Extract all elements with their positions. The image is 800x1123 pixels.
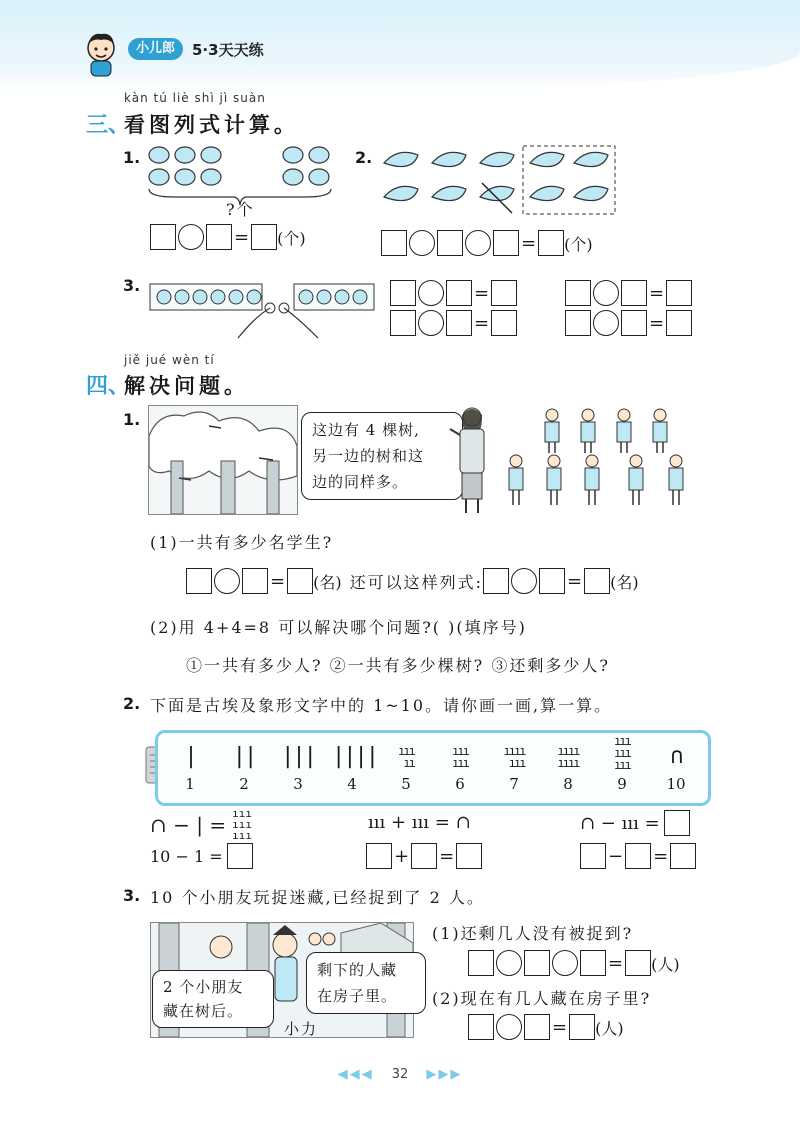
s3-q2-equation: = (个) bbox=[381, 230, 593, 256]
arrows-right-icon: ▶▶▶ bbox=[426, 1067, 463, 1082]
operator-circle[interactable] bbox=[418, 280, 444, 306]
answer-box[interactable] bbox=[524, 950, 550, 976]
strawberry-strip-illustration bbox=[148, 278, 376, 340]
answer-box[interactable] bbox=[390, 310, 416, 336]
section4-title: 解决问题。 bbox=[124, 374, 249, 398]
answer-box[interactable] bbox=[456, 843, 482, 869]
s4-q1-sub2: (2)用 4+4=8 可以解决哪个问题?( )(填序号) bbox=[150, 618, 527, 637]
glyph-3: ||| 3 bbox=[281, 744, 315, 793]
answer-box[interactable] bbox=[625, 843, 651, 869]
operator-circle[interactable] bbox=[409, 230, 435, 256]
s4-q3-sub1: (1)还剩几人没有被捉到? bbox=[432, 924, 634, 943]
glyph-nine-answer: ııı ııı ııı bbox=[232, 807, 252, 842]
answer-box[interactable] bbox=[287, 568, 313, 594]
answer-box[interactable] bbox=[666, 280, 692, 306]
answer-box[interactable] bbox=[366, 843, 392, 869]
character-name: 小力 bbox=[284, 1020, 319, 1038]
glyph-10: ∩ 10 bbox=[666, 744, 686, 793]
answer-box[interactable] bbox=[251, 224, 277, 250]
s3-q3-equations-left: = = bbox=[390, 280, 517, 336]
answer-box[interactable] bbox=[580, 950, 606, 976]
answer-box[interactable] bbox=[446, 280, 472, 306]
unit-label: (个) bbox=[277, 228, 306, 248]
answer-box[interactable] bbox=[584, 568, 610, 594]
peapods-illustration bbox=[378, 143, 618, 218]
s4-q1-sub1: (1)一共有多少名学生? bbox=[150, 533, 334, 552]
s4-q3-sub1-equation: = (人) bbox=[468, 950, 680, 976]
answer-box[interactable] bbox=[411, 843, 437, 869]
glyph-6: ııı ııı 6 bbox=[452, 744, 468, 793]
s4-q1-number: 1. bbox=[123, 410, 141, 429]
answer-box[interactable] bbox=[565, 280, 591, 306]
page-footer bbox=[0, 1067, 800, 1082]
teacher-figure bbox=[448, 403, 494, 515]
answer-box[interactable] bbox=[580, 843, 606, 869]
s4-q3-text: 10 个小朋友玩捉迷藏,已经捉到了 2 人。 bbox=[150, 888, 485, 907]
answer-box[interactable] bbox=[186, 568, 212, 594]
hiero-eq1-top: ∩ − | = ııı ııı ııı bbox=[150, 807, 252, 842]
s4-q3-sub2-equation: = (人) bbox=[468, 1014, 624, 1040]
unit-label: (个) bbox=[564, 234, 593, 254]
s4-q1-options: ①一共有多少人? ②一共有多少棵树? ③还剩多少人? bbox=[186, 656, 610, 675]
s4-q3-sub2: (2)现在有几人藏在房子里? bbox=[432, 989, 652, 1008]
answer-box[interactable] bbox=[483, 568, 509, 594]
answer-box[interactable] bbox=[569, 1014, 595, 1040]
operator-circle[interactable] bbox=[178, 224, 204, 250]
answer-box[interactable] bbox=[206, 224, 232, 250]
answer-box[interactable] bbox=[446, 310, 472, 336]
answer-box[interactable] bbox=[539, 568, 565, 594]
operator-circle[interactable] bbox=[496, 1014, 522, 1040]
glyph-1: | 1 bbox=[184, 744, 196, 793]
answer-box[interactable] bbox=[242, 568, 268, 594]
mascot-boy-icon bbox=[80, 30, 122, 78]
glyph-5: ııı ıı 5 bbox=[398, 744, 414, 793]
s4-q2-number: 2. bbox=[123, 694, 141, 713]
operator-circle[interactable] bbox=[418, 310, 444, 336]
operator-circle[interactable] bbox=[593, 280, 619, 306]
answer-box[interactable] bbox=[524, 1014, 550, 1040]
answer-box[interactable] bbox=[621, 280, 647, 306]
students-illustration bbox=[500, 405, 690, 515]
s4-q1-equation-row: = (名) 还可以这样列式: = (名) bbox=[186, 568, 639, 594]
glyph-4: |||| 4 bbox=[332, 744, 377, 793]
s4-q3-number: 3. bbox=[123, 886, 141, 905]
answer-box[interactable] bbox=[664, 810, 690, 836]
operator-circle[interactable] bbox=[593, 310, 619, 336]
hiero-eq1-bottom: 10 − 1 = bbox=[150, 843, 253, 869]
brand-badge: 小儿郎 bbox=[128, 38, 183, 60]
answer-box[interactable] bbox=[625, 950, 651, 976]
answer-box[interactable] bbox=[468, 950, 494, 976]
s3-q3-equations-right: = = bbox=[565, 280, 692, 336]
answer-box[interactable] bbox=[666, 310, 692, 336]
answer-box[interactable] bbox=[437, 230, 463, 256]
teacher-speech-bubble: 这边有 4 棵树, 另一边的树和这 边的同样多。 bbox=[301, 412, 463, 500]
glyph-9: ııı ııı ııı 9 bbox=[614, 734, 630, 793]
answer-box[interactable] bbox=[493, 230, 519, 256]
arrows-left-icon: ◀◀◀ bbox=[337, 1067, 374, 1082]
s3-q3-number: 3. bbox=[123, 276, 141, 295]
answer-box[interactable] bbox=[227, 843, 253, 869]
operator-circle[interactable] bbox=[214, 568, 240, 594]
s3-q1-number: 1. bbox=[123, 148, 141, 167]
answer-box[interactable] bbox=[381, 230, 407, 256]
section3-number: 三、 bbox=[86, 113, 131, 138]
answer-box[interactable] bbox=[150, 224, 176, 250]
operator-circle[interactable] bbox=[496, 950, 522, 976]
operator-circle[interactable] bbox=[465, 230, 491, 256]
section3-pinyin: kàn tú liè shì jì suàn bbox=[124, 91, 266, 105]
operator-circle[interactable] bbox=[552, 950, 578, 976]
left-speech-bubble: 2 个小朋友 藏在树后。 bbox=[152, 970, 274, 1028]
answer-box[interactable] bbox=[538, 230, 564, 256]
section4-pinyin: jiě jué wèn tí bbox=[124, 353, 215, 367]
answer-box[interactable] bbox=[491, 280, 517, 306]
alt-equation-label: 还可以这样列式: bbox=[349, 572, 483, 592]
trees-illustration bbox=[148, 405, 298, 515]
s3-q2-number: 2. bbox=[355, 148, 373, 167]
section4-number: 四、 bbox=[86, 374, 131, 399]
s3-q1-equation: = (个) bbox=[150, 224, 306, 250]
section3-title: 看图列式计算。 bbox=[124, 113, 299, 137]
right-speech-bubble: 剩下的人藏 在房子里。 bbox=[306, 952, 426, 1014]
s3-q1-brace-label: ?个 bbox=[226, 200, 255, 219]
glyph-8: ıııı ıııı 8 bbox=[557, 744, 579, 793]
answer-box[interactable] bbox=[621, 310, 647, 336]
answer-box[interactable] bbox=[468, 1014, 494, 1040]
operator-circle[interactable] bbox=[511, 568, 537, 594]
hiero-eq2-top: ııı + ııı = ∩ bbox=[368, 812, 471, 833]
hiero-eq2-bottom: + = bbox=[366, 843, 482, 869]
answer-box[interactable] bbox=[491, 310, 517, 336]
s4-q2-text: 下面是古埃及象形文字中的 1~10。请你画一画,算一算。 bbox=[150, 696, 613, 715]
answer-box[interactable] bbox=[670, 843, 696, 869]
answer-box[interactable] bbox=[565, 310, 591, 336]
hieroglyph-ruler bbox=[155, 730, 711, 806]
answer-box[interactable] bbox=[390, 280, 416, 306]
series-title: 5·3天天练 bbox=[192, 41, 264, 59]
hiero-eq3-bottom: − = bbox=[580, 843, 696, 869]
glyph-7: ıııı ııı 7 bbox=[503, 744, 525, 793]
page-number: 32 bbox=[391, 1067, 409, 1082]
glyph-2: || 2 bbox=[232, 744, 256, 793]
hiero-eq3-top: ∩ − ııı = bbox=[580, 810, 690, 836]
